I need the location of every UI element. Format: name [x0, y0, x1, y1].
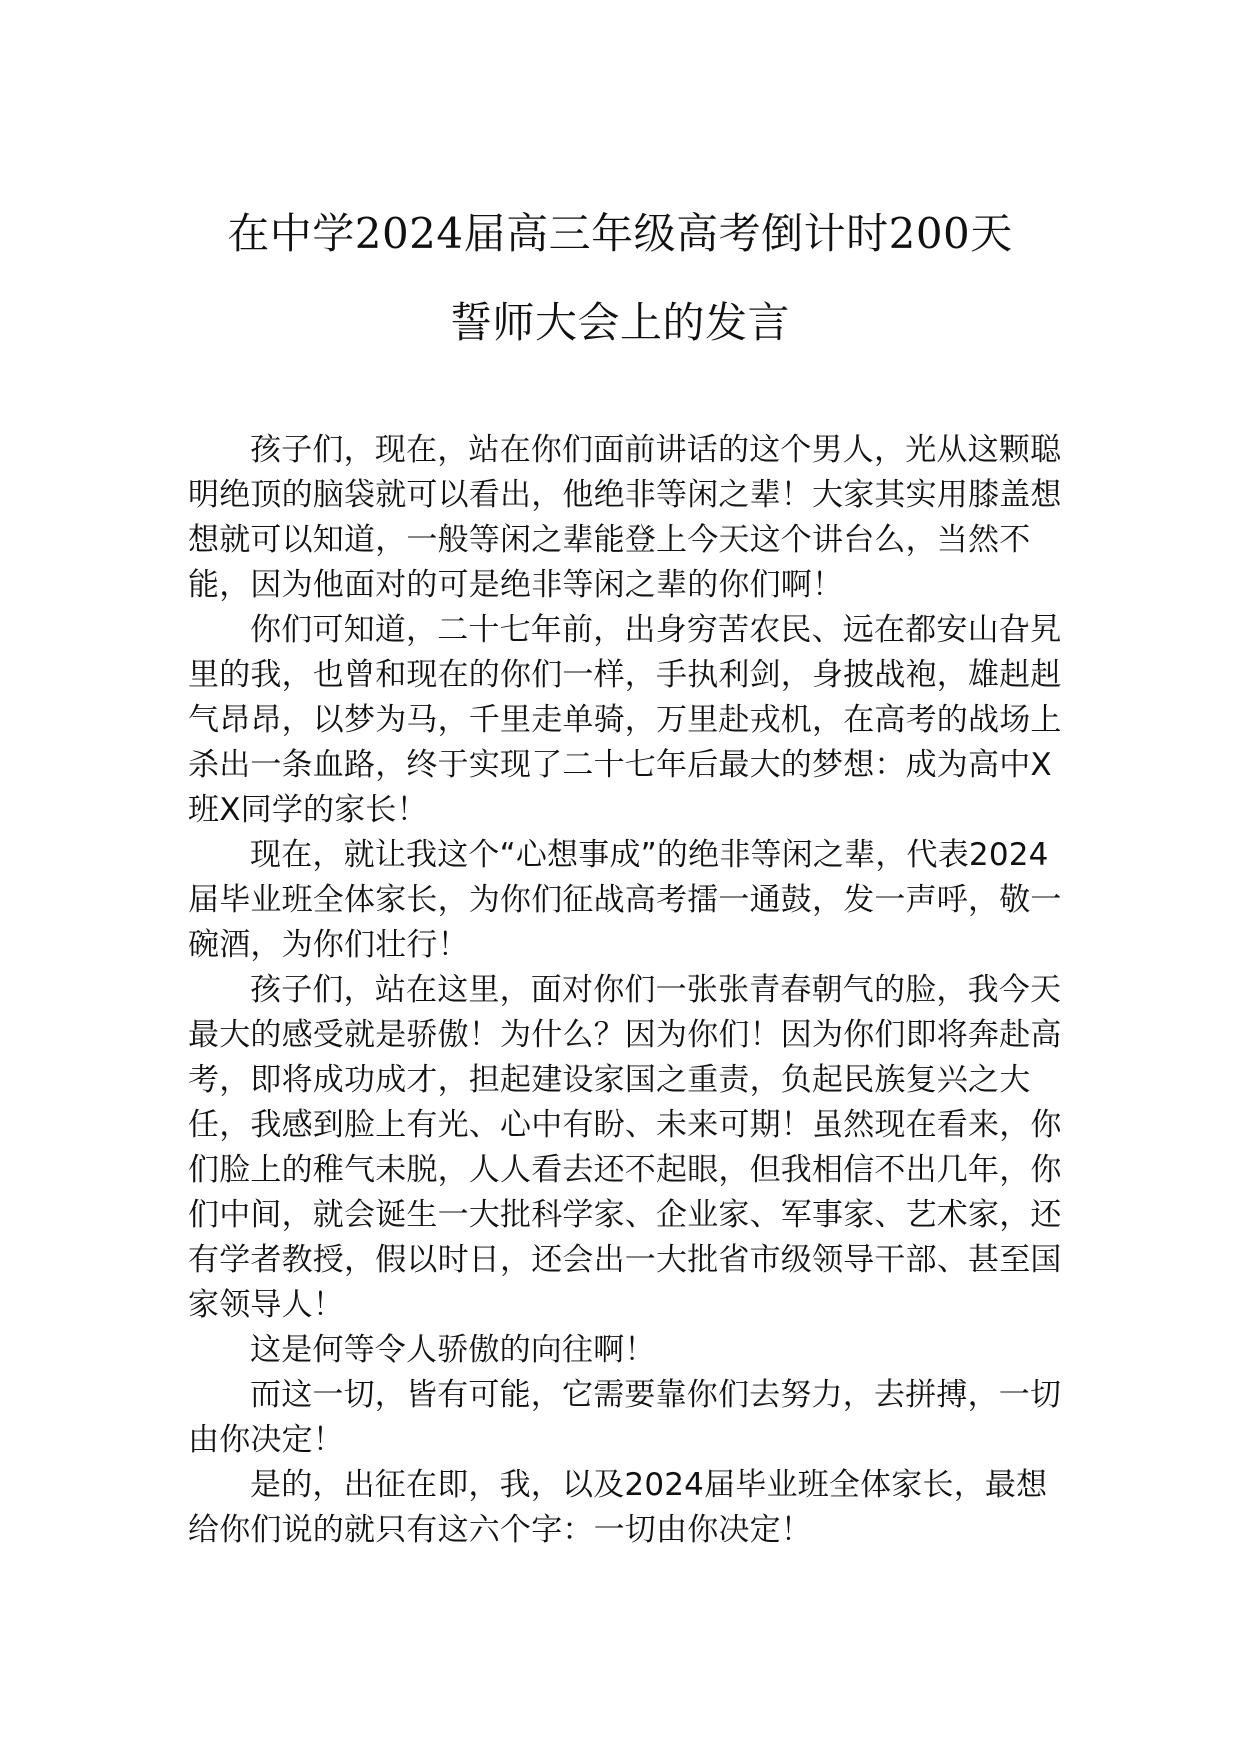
paragraph-4: 孩子们，站在这里，面对你们一张张青春朝气的脸，我今天最大的感受就是骄傲！为什么？因为你们！因为你们即将奔赴高考，即将成功成才，担起建设家国之重责，负起民族复兴之大任，我感到脸上有光、心中有盼、未来可期！虽然现在看来，你们脸上的稚气未脱，人人看去还不起眼，但我相信不出几年，你们中间，就会诞生一大批科学家、企业家、军事家、艺术家，还有学者教授，假以时日，还会出一大批省市级领导干部、甚至国家领导人！ [188, 972, 1062, 1323]
paragraph-7: 是的，出征在即，我，以及2024届毕业班全体家长，最想给你们说的就只有这六个字：一切由你决定！ [188, 1467, 1048, 1548]
document-title [150, 205, 1090, 352]
paragraph-6: 而这一切，皆有可能，它需要靠你们去努力，去拼搏，一切由你决定！ [188, 1377, 1062, 1458]
document-body [188, 428, 1068, 1553]
paragraph-5: 这是何等令人骄傲的向往啊！ [250, 1332, 656, 1368]
paragraph-3: 现在，就让我这个“心想事成”的绝非等闲之辈，代表2024届毕业班全体家长，为你们征战高考擂一通鼓，发一声呼，敬一碗酒，为你们壮行！ [188, 837, 1062, 963]
title-line-2: 誓师大会上的发言 [449, 298, 790, 347]
paragraph-2: 你们可知道，二十七年前，出身穷苦农民、远在都安山旮旯里的我，也曾和现在的你们一样，手执利剑，身披战袍，雄赳赳气昂昂，以梦为马，千里走单骑，万里赴戎机，在高考的战场上杀出一条血路，终于实现了二十七年后最大的梦想：成为高中X班X同学的家长！ [188, 612, 1062, 828]
paragraph-1: 孩子们，现在，站在你们面前讲话的这个男人，光从这颗聪明绝顶的脑袋就可以看出，他绝非等闲之辈！大家其实用膝盖想想就可以知道，一般等闲之辈能登上今天这个讲台么，当然不能，因为他面对的可是绝非等闲之辈的你们啊！ [188, 432, 1062, 603]
title-line-1: 在中学2024届高三年级高考倒计时200天 [227, 209, 1013, 258]
